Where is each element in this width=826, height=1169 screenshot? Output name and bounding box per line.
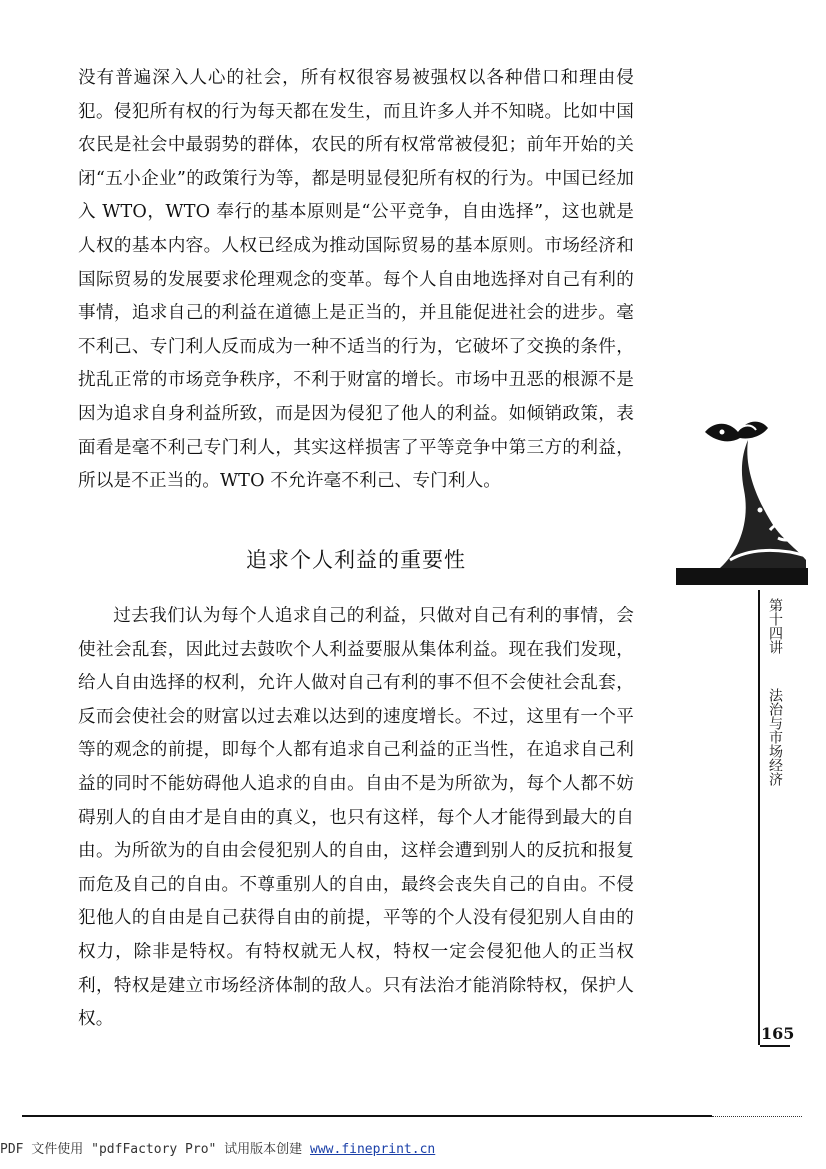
chapter-title: 法治与市场经济 [767,688,783,786]
page-number-underline [760,1045,790,1047]
bottom-rule-dotted [712,1116,802,1117]
pdf-footer [0,1138,435,1157]
body-text [78,62,634,499]
section-heading: 追求个人利益的重要性 [246,548,466,572]
side-vertical-rule [758,590,760,1045]
side-black-bar [676,568,808,585]
fish-wave-decoration-icon [700,410,810,578]
bottom-rule [22,1115,802,1117]
footer-link[interactable]: www.fineprint.cn [310,1142,436,1157]
paragraph-2: 过去我们认为每个人追求自己的利益，只做对自己有利的事情，会使社会乱套，因此过去鼓吹个人利益要服从集体利益。现在我们发现，给人自由选择的权利，允许人做对自己有利的事不但不会使社会乱套，反而会使社会的财富以过去难以达到的速度增长。不过，这里有一个平等的观念的前提，即每个人都有追求自己利益的正当性，在追求自己利益的同时不能妨碍他人追求的自由。自由不是为所欲为，每个人都不妨碍别人的自由才是自由的真义，也只有这样，每个人才能得到最大的自由。为所欲为的自由会侵犯别人的自由，这样会遭到别人的反抗和报复而危及自己的自由。不尊重别人的自由，最终会丧失自己的自由。不侵犯他人的自由是自己获得自由的前提，平等的个人没有侵犯别人自由的权力，除非是特权。有特权就无人权，特权一定会侵犯他人的正当权利，特权是建立市场经济体制的敌人。只有法治才能消除特权，保护人权。 [78,606,634,1030]
chapter-number: 第十四讲 [767,598,783,654]
side-chapter-label [763,598,783,786]
body-text-section-2 [78,600,634,1037]
footer-text: PDF 文件使用 "pdfFactory Pro" 试用版本创建 [0,1142,303,1157]
page-number: 165 [761,1024,795,1043]
paragraph-1: 没有普遍深入人心的社会，所有权很容易被强权以各种借口和理由侵犯。侵犯所有权的行为每天都在发生，而且许多人并不知晓。比如中国农民是社会中最弱势的群体，农民的所有权常常被侵犯；前年开始的关闭“五小企业”的政策行为等，都是明显侵犯所有权的行为。中国已经加入 WTO，WTO 奉行的基本原则是“公平竞争，自由选择”，这也就是人权的基本内容。人权已经成为推动国际贸易的基本原则。市场经济和国际贸易的发展要求伦理观念的变革。每个人自由地选择对自己有利的事情，追求自己的利益在道德上是正当的，并且能促进社会的进步。毫不利己、专门利人反而成为一种不适当的行为，它破坏了交换的条件，扰乱正常的市场竞争秩序，不利于财富的增长。市场中丑恶的根源不是因为追求自身利益所致，而是因为侵犯了他人的利益。如倾销政策，表面看是毫不利己专门利人，其实这样损害了平等竞争中第三方的利益，所以是不正当的。WTO 不允许毫不利己、专门利人。 [78,68,634,492]
bottom-rule-solid [22,1115,712,1117]
